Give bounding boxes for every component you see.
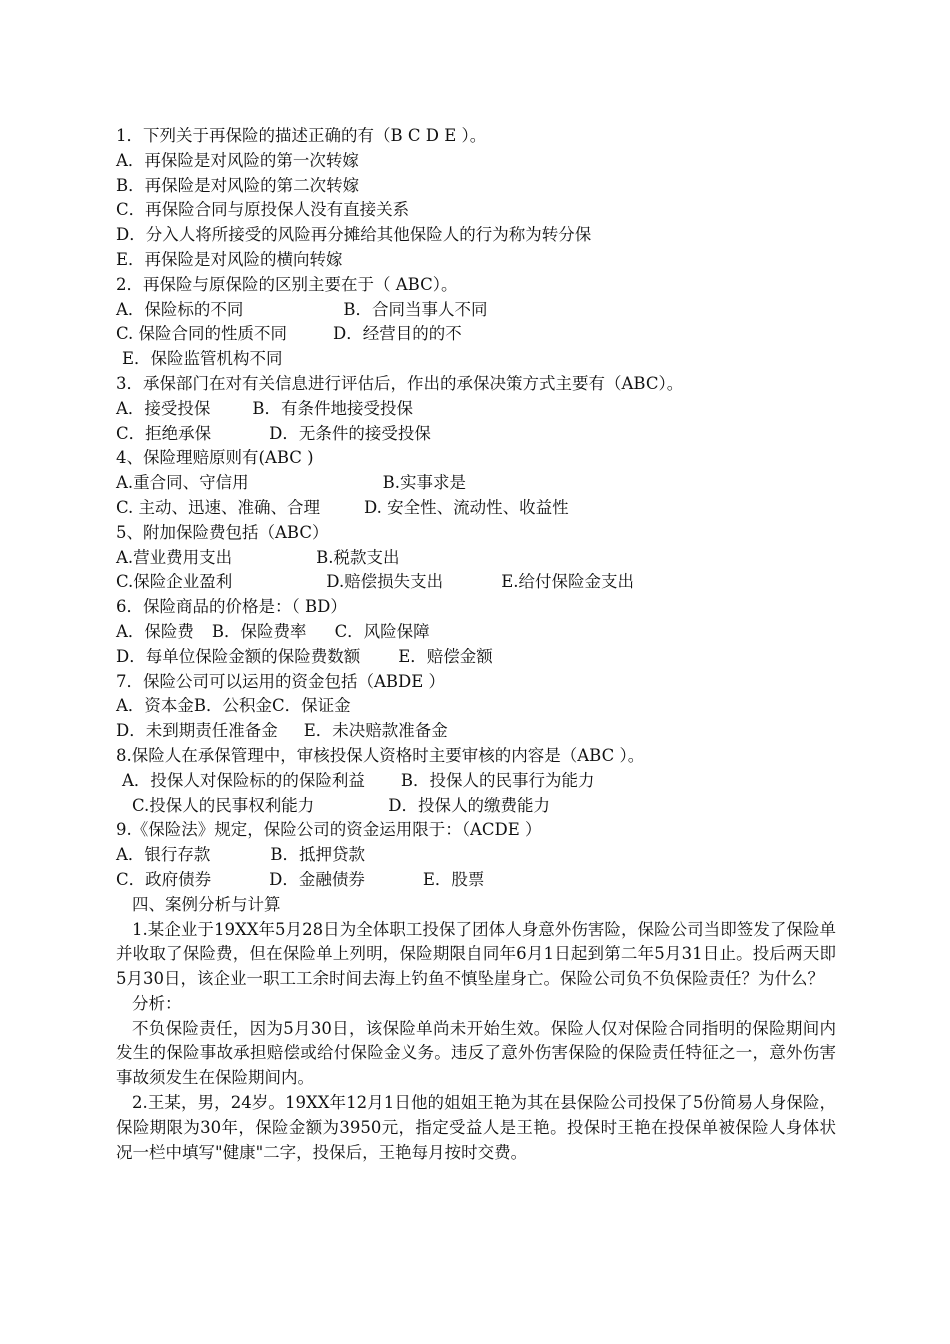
question-5-option-a: A.营业费用支出 <box>116 547 233 567</box>
question-4-row-1 <box>116 471 836 496</box>
section-title: 四、案例分析与计算 <box>132 894 281 914</box>
question-6-stem: 6．保险商品的价格是：（ BD） <box>116 597 347 617</box>
question-1-option-b: B．再保险是对风险的第二次转嫁 <box>116 175 360 195</box>
question-8-option-d: D．投保人的缴费能力 <box>388 795 551 815</box>
question-9-option-b: B．抵押贷款 <box>270 845 366 865</box>
question-3-option-c: C．拒绝承保 <box>116 423 212 443</box>
question-4-row-2 <box>116 496 836 521</box>
question-2-option-d: D．经营目的的不 <box>333 324 462 344</box>
question-5-option-d: D.赔偿损失支出 <box>326 572 444 592</box>
question-1-option-c: C．再保险合同与原投保人没有直接关系 <box>116 200 410 220</box>
document-body <box>116 124 836 1165</box>
question-2-row-2 <box>116 322 836 347</box>
question-7-row-1: A．资本金B．公积金C．保证金 <box>116 696 351 716</box>
question-8-option-c: C.投保人的民事权利能力 <box>132 795 315 815</box>
question-7-row-2 <box>116 719 836 744</box>
question-1-option-a: A．再保险是对风险的第一次转嫁 <box>116 150 359 170</box>
question-7-option-d: D．未到期责任准备金 <box>116 721 278 741</box>
question-3-row-1 <box>116 397 836 422</box>
question-1-option-d: D．分入人将所接受的风险再分摊给其他保险人的行为称为转分保 <box>116 225 592 245</box>
question-7-stem: 7．保险公司可以运用的资金包括（ABDE ） <box>116 671 446 691</box>
case-1-analysis: 不负保险责任，因为5月30日，该保险单尚未开始生效。保险人仅对保险合同指明的保险期间内发生的保险事故承担赔偿或给付保险金义务。违反了意外伤害保险的保险责任特征之一，意外伤害事故须发生在保险期间内。 <box>116 1018 836 1088</box>
question-8-row-1 <box>116 769 836 794</box>
question-2-option-a: A．保险标的不同 <box>116 299 244 319</box>
question-3-stem: 3．承保部门在对有关信息进行评估后，作出的承保决策方式主要有（ABC）。 <box>116 373 684 393</box>
question-8-option-a: A．投保人对保险标的的保险利益 <box>122 770 365 790</box>
question-3-option-a: A．接受投保 <box>116 398 211 418</box>
question-4-option-d: D. 安全性、流动性、收益性 <box>364 497 569 517</box>
case-1-text: 1.某企业于19XX年5月28日为全体职工投保了团体人身意外伤害险，保险公司当即签发了保险单并收取了保险费，但在保险单上列明，保险期限自同年6月1日起到第二年5月31日止。投后两天即5月30日，该企业一职工工余时间去海上钓鱼不慎坠崖身亡。保险公司负不负保险责任？为什么？ <box>116 919 836 989</box>
question-9-option-d: D．金融债券 <box>269 869 365 889</box>
question-9-stem: 9.《保险法》规定，保险公司的资金运用限于：（ACDE ） <box>116 820 542 840</box>
question-6-option-a: A．保险费 <box>116 621 194 641</box>
question-8-option-b: B．投保人的民事行为能力 <box>400 770 595 790</box>
question-3-row-2 <box>116 422 836 447</box>
question-9-option-e: E．股票 <box>422 869 485 889</box>
question-2-row-1 <box>116 298 836 323</box>
case-1-analysis-label: 分析： <box>132 993 182 1013</box>
question-6-row-1 <box>116 620 836 645</box>
question-1-option-e: E．再保险是对风险的横向转嫁 <box>116 249 343 269</box>
question-2-option-b: B．合同当事人不同 <box>343 299 488 319</box>
question-6-option-c: C．风险保障 <box>334 621 430 641</box>
question-1-stem: 1．下列关于再保险的描述正确的有（B C D E ）。 <box>116 126 487 145</box>
question-2-option-c: C. 保险合同的性质不同 <box>116 324 288 344</box>
question-4-option-a: A.重合同、守信用 <box>116 473 249 493</box>
question-6-option-e: E．赔偿金额 <box>398 646 493 666</box>
question-5-option-c: C.保险企业盈利 <box>116 572 233 592</box>
question-5-stem: 5、附加保险费包括（ABC） <box>116 522 329 542</box>
question-7-option-e: E．未决赔款准备金 <box>303 721 448 741</box>
question-4-option-b: B.实事求是 <box>382 473 467 493</box>
question-6-row-2 <box>116 645 836 670</box>
question-3-option-d: D．无条件的接受投保 <box>269 423 431 443</box>
question-6-option-d: D．每单位保险金额的保险费数额 <box>116 646 361 666</box>
question-5-option-b: B.税款支出 <box>316 547 400 567</box>
question-2-stem: 2．再保险与原保险的区别主要在于（ ABC）。 <box>116 274 458 294</box>
question-2-option-e: E．保险监管机构不同 <box>122 349 283 369</box>
question-9-option-c: C．政府债券 <box>116 869 212 889</box>
question-9-row-2 <box>116 868 836 893</box>
question-9-option-a: A．银行存款 <box>116 845 211 865</box>
case-2-text: 2.王某，男，24岁。19XX年12月1日他的姐姐王艳为其在县保险公司投保了5份简易人身保险，保险期限为30年，保险金额为3950元，指定受益人是王艳。投保时王艳在投保单被保险人身体状况一栏中填写"健康"二字，投保后，王艳每月按时交费。 <box>116 1093 836 1162</box>
question-3-option-b: B．有条件地接受投保 <box>252 398 414 418</box>
question-5-option-e: E.给付保险金支出 <box>501 572 634 592</box>
question-6-option-b: B．保险费率 <box>211 621 307 641</box>
question-4-option-c: C. 主动、迅速、准确、合理 <box>116 497 321 517</box>
question-5-row-2 <box>116 570 836 595</box>
question-9-row-1 <box>116 843 836 868</box>
question-4-stem: 4、保险理赔原则有(ABC ) <box>116 448 314 468</box>
question-8-row-2 <box>116 794 836 819</box>
question-8-stem: 8.保险人在承保管理中，审核投保人资格时主要审核的内容是（ABC ）。 <box>116 745 645 765</box>
question-5-row-1 <box>116 546 836 571</box>
